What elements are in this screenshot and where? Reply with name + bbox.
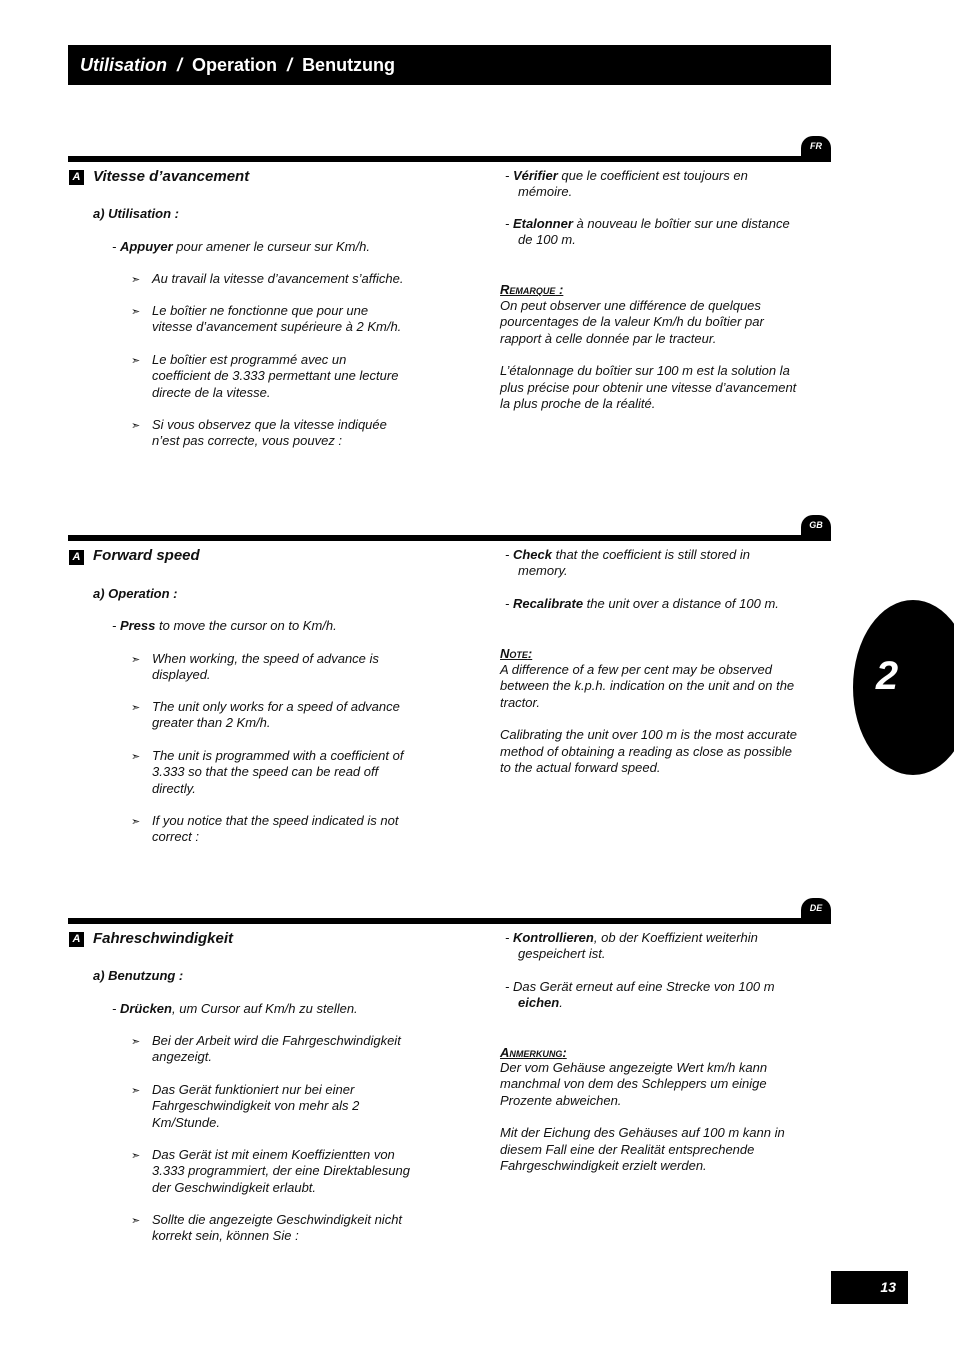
language-tab-gb: GB: [801, 515, 831, 539]
page-number: 13: [831, 1271, 908, 1304]
arrow-icon: ➣: [131, 1215, 141, 1227]
note-text: On peut observer une différence de quelques pourcentages de la valeur Km/h du boîtier par rapport à celle donnée par le tracteur. L’étalonnage du boîtier sur 100 m est la solution la plus précise pour obtenir une vitesse d’avancement la plus proche de la réalité.: [500, 298, 797, 412]
bullet-text: Sollte die angezeigte Geschwindigkeit nicht korrekt sein, können Sie :: [152, 1212, 403, 1244]
bullet-text: Le boîtier est programmé avec un coefficient de 3.333 permettant une lecture directe de la vitesse.: [152, 352, 399, 400]
language-tab-de: DE: [801, 898, 831, 922]
arrow-icon: ➣: [131, 274, 141, 286]
arrow-icon: ➣: [131, 816, 141, 828]
step-item: - Drücken, um Cursor auf Km/h zu stellen.: [112, 1001, 358, 1016]
section-title: Vitesse d’avancement: [93, 168, 250, 185]
action-item: - Recalibrate the unit over a distance of 100 m.: [505, 596, 779, 611]
header-separator: /: [287, 55, 293, 75]
note-label: Anmerkung:: [500, 1045, 567, 1060]
bullet-text: Le boîtier ne fonctionne que pour une vitesse d’avancement supérieure à 2 Km/h.: [152, 303, 402, 335]
bullet-text: The unit is programmed with a coefficient of 3.333 so that the speed can be read off directly.: [152, 748, 404, 796]
language-tab-fr: FR: [801, 136, 831, 160]
section-marker: A: [69, 550, 84, 565]
action-item: - Check that the coefficient is still stored in memory.: [505, 547, 750, 579]
subheading: a) Benutzung :: [93, 968, 184, 983]
bullet-text: Das Gerät ist mit einem Koeffizientten von 3.333 programmiert, der eine Direktablesung der Geschwindigkeit erlaubt.: [152, 1147, 410, 1195]
step-verb: Drücken: [119, 1001, 172, 1016]
note-text: Der vom Gehäuse angezeigte Wert km/h kann manchmal von dem des Schleppers um einige Prozente abweichen. Mit der Eichung des Gehäuses auf 100 m kann in diesem Fall eine der Realität entsprechende Fahrgeschwindigkeit erzielt werden.: [500, 1060, 785, 1174]
action-item: - Etalonner à nouveau le boîtier sur une distance de 100 m.: [505, 216, 790, 248]
arrow-icon: ➣: [131, 420, 141, 432]
step-verb: Press: [119, 618, 156, 633]
bullet-text: Bei der Arbeit wird die Fahrgeschwindigkeit angezeigt.: [152, 1033, 401, 1065]
header-separator: /: [177, 55, 183, 75]
header-title-fr: Utilisation: [80, 55, 168, 75]
step-verb: Appuyer: [119, 239, 173, 254]
header-title-gb: Operation: [192, 55, 278, 75]
arrow-icon: ➣: [131, 306, 141, 318]
note-label: Note:: [500, 646, 533, 661]
section-marker: A: [69, 170, 84, 185]
bullet-text: Das Gerät funktioniert nur bei einer Fahrgeschwindigkeit von mehr als 2 Km/Stunde.: [152, 1082, 360, 1130]
bullet-text: If you notice that the speed indicated is not correct :: [152, 813, 399, 845]
page-header: [68, 45, 831, 85]
subheading: a) Operation :: [93, 586, 178, 601]
action-item: - Vérifier que le coefficient est toujours en mémoire.: [505, 168, 748, 200]
subheading: a) Utilisation :: [93, 206, 179, 221]
bullet-text: Si vous observez que la vitesse indiquée n’est pas correcte, vous pouvez :: [152, 417, 387, 449]
bullet-text: When working, the speed of advance is displayed.: [152, 651, 379, 683]
arrow-icon: ➣: [131, 1085, 141, 1097]
section-rule: [68, 918, 831, 924]
section-title: Fahreschwindigkeit: [93, 930, 234, 947]
section-rule: [68, 156, 831, 162]
action-item: - Das Gerät erneut auf eine Strecke von 100 m eichen.: [505, 979, 775, 1011]
section-marker: A: [69, 932, 84, 947]
action-item: - Kontrollieren, ob der Koeffizient weiterhin gespeichert ist.: [505, 930, 758, 962]
section-title: Forward speed: [93, 547, 200, 564]
bullet-text: The unit only works for a speed of advance greater than 2 Km/h.: [152, 699, 400, 731]
section-rule: [68, 535, 831, 541]
arrow-icon: ➣: [131, 1036, 141, 1048]
arrow-icon: ➣: [131, 751, 141, 763]
arrow-icon: ➣: [131, 1150, 141, 1162]
header-title-de: Benutzung: [302, 55, 396, 75]
chapter-number: 2: [875, 654, 899, 698]
arrow-icon: ➣: [131, 702, 141, 714]
arrow-icon: ➣: [131, 654, 141, 666]
note-label: Remarque :: [500, 282, 564, 297]
arrow-icon: ➣: [131, 355, 141, 367]
note-text: A difference of a few per cent may be observed between the k.p.h. indication on the unit and on the tractor. Calibrating the unit over 100 m is the most accurate method of obtaining a reading as close as possible to the actual forward speed.: [500, 662, 797, 776]
bullet-text: Au travail la vitesse d’avancement s’affiche.: [152, 271, 404, 286]
step-item: - Press to move the cursor on to Km/h.: [112, 618, 337, 633]
step-item: - Appuyer pour amener le curseur sur Km/h.: [112, 239, 370, 254]
